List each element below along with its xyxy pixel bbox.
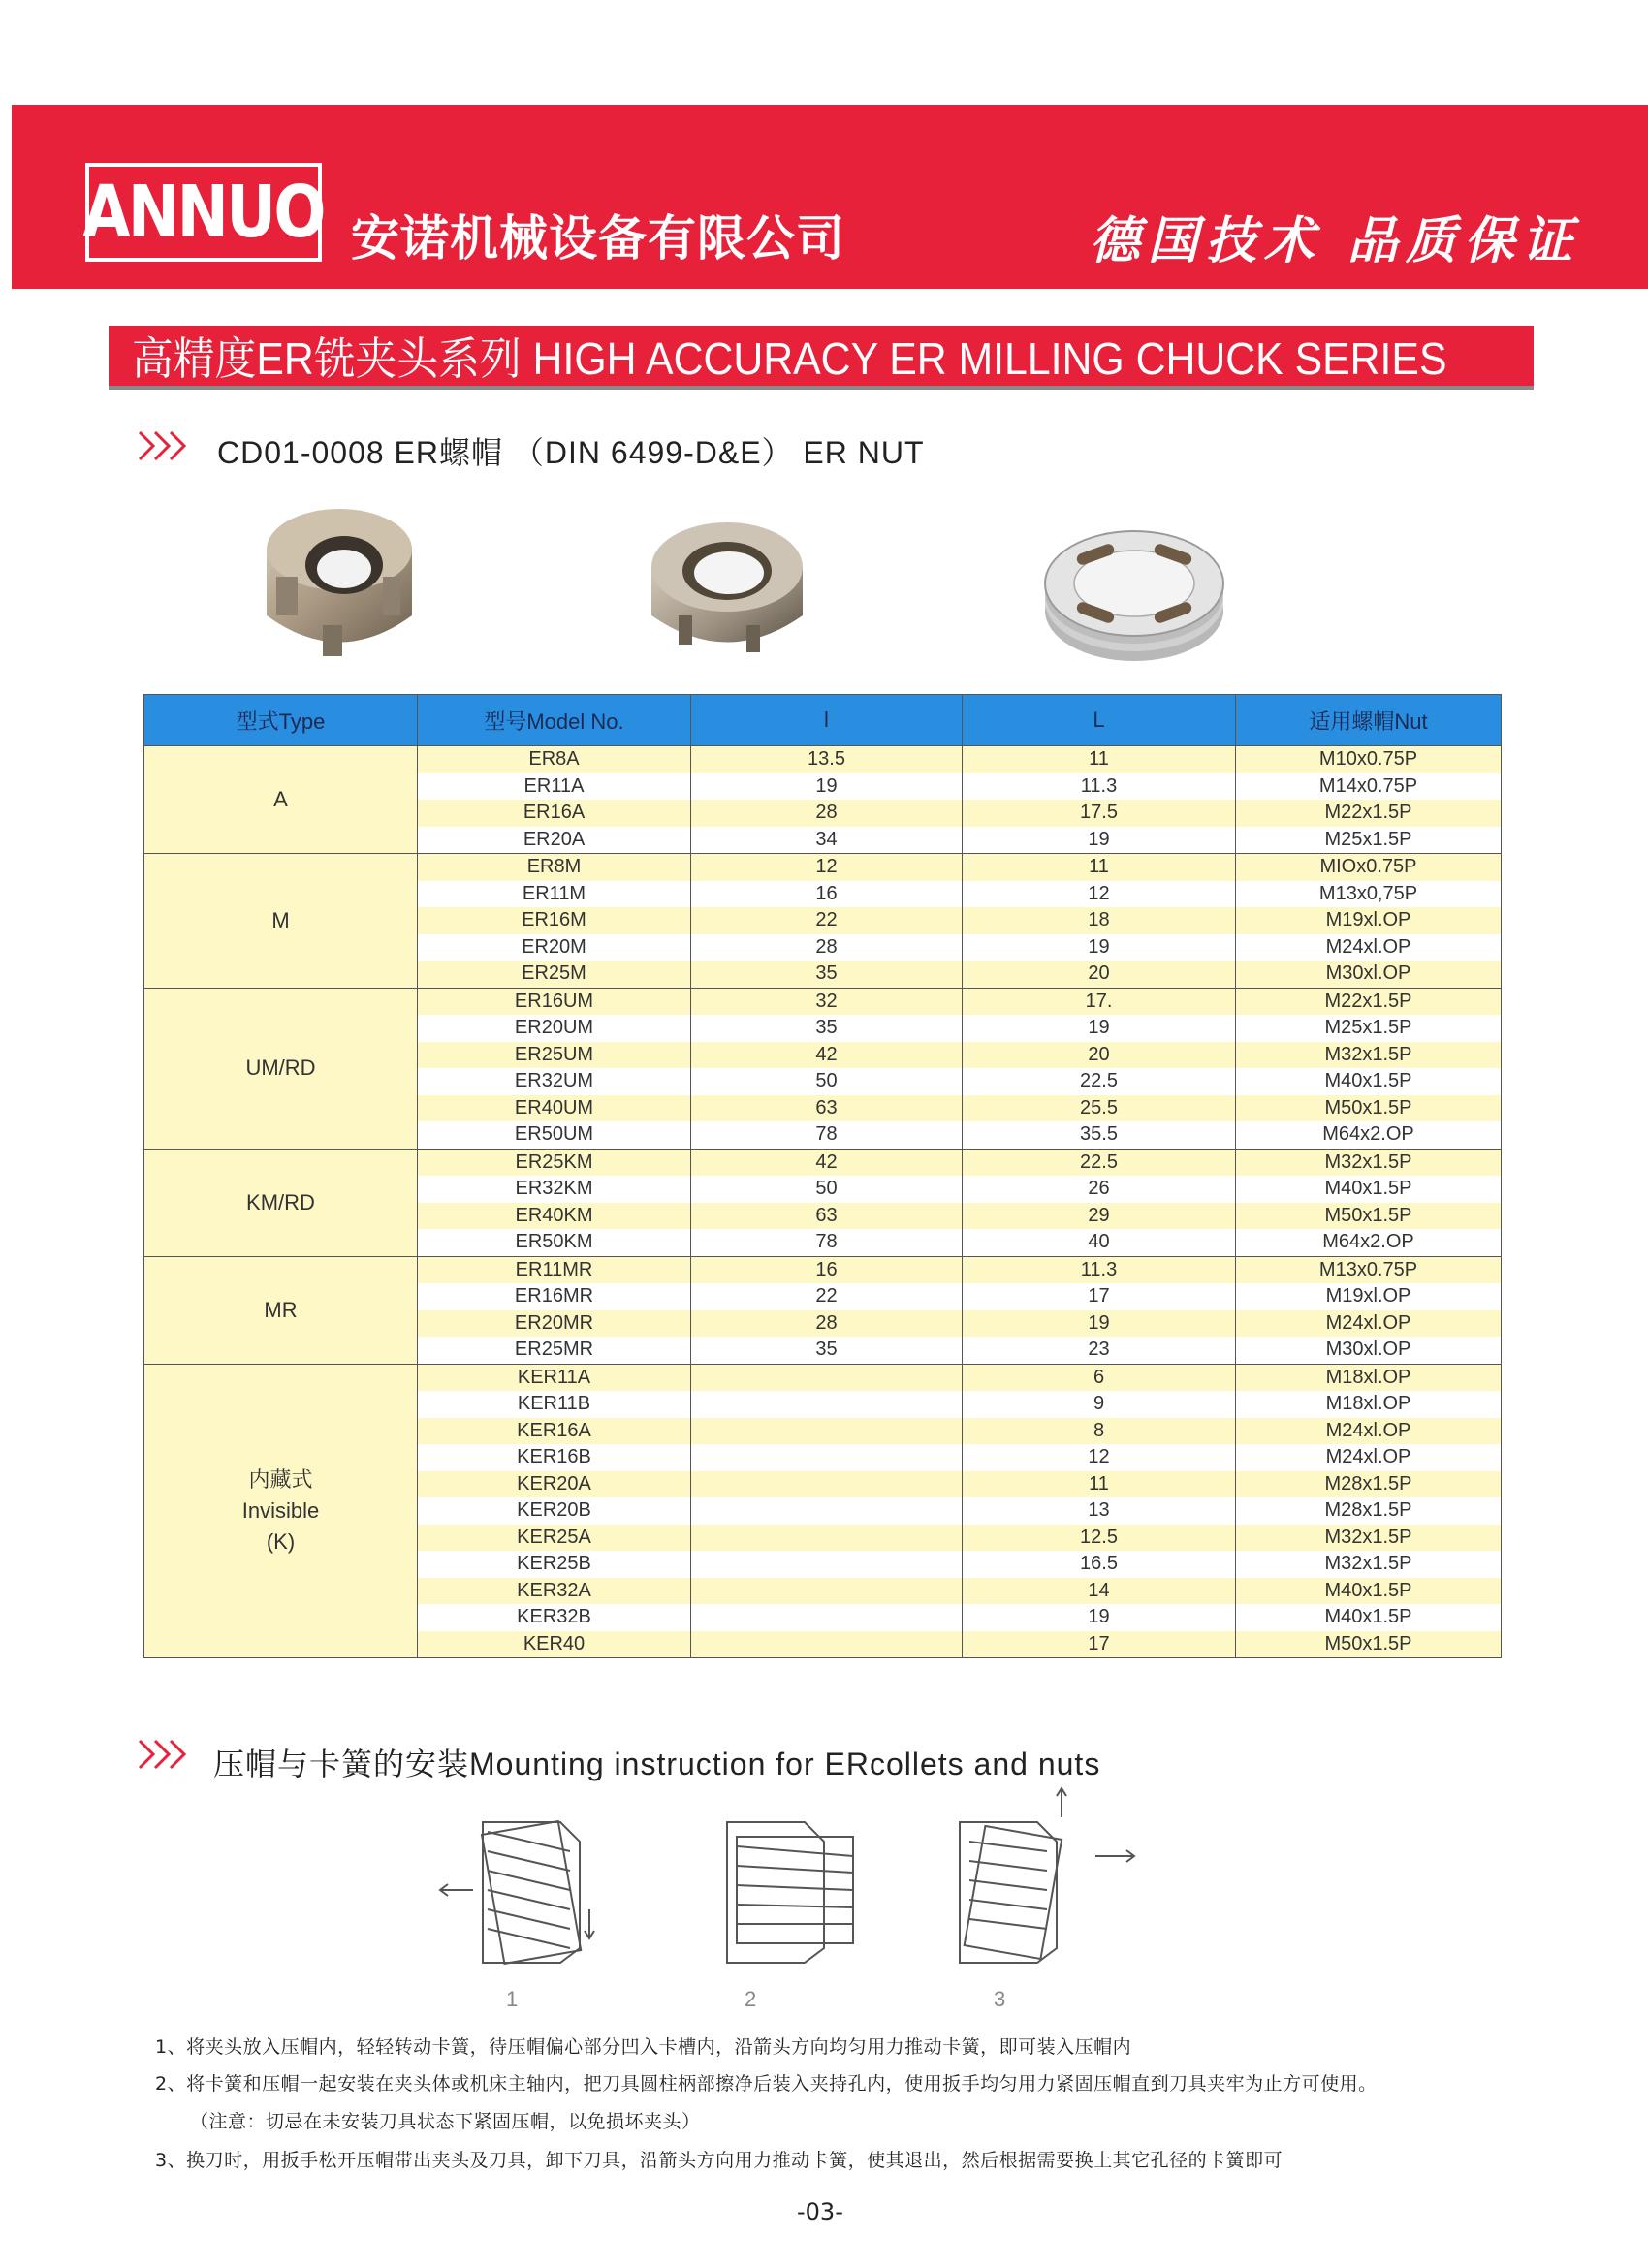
triple-chevron-icon — [136, 1735, 194, 1774]
l-small-cell: 78 — [691, 1121, 963, 1149]
nut-cell: M40x1.5P — [1236, 1578, 1502, 1605]
nut-cell: M10x0.75P — [1236, 746, 1502, 773]
type-cell: UM/RD — [144, 988, 418, 1149]
table-row — [144, 1149, 1502, 1176]
l-large-cell: 16.5 — [963, 1551, 1236, 1578]
nut-cell: M24xl.OP — [1236, 1418, 1502, 1445]
mounting-diagram-1 — [434, 1803, 628, 1977]
model-cell: ER11MR — [418, 1256, 691, 1283]
type-cell: A — [144, 746, 418, 854]
nut-cell: MIOx0.75P — [1236, 854, 1502, 881]
model-cell: ER11A — [418, 773, 691, 801]
l-small-cell — [691, 1497, 963, 1525]
model-cell: ER16UM — [418, 988, 691, 1015]
table-row — [144, 854, 1502, 881]
nut-cell: M40x1.5P — [1236, 1604, 1502, 1631]
er-nut-photo-2 — [640, 499, 814, 674]
l-large-cell: 11 — [963, 1471, 1236, 1498]
table-header-row — [144, 695, 1502, 746]
table-row — [144, 1256, 1502, 1283]
nut-cell: M50x1.5P — [1236, 1203, 1502, 1230]
l-large-cell: 9 — [963, 1391, 1236, 1418]
model-cell: ER40UM — [418, 1095, 691, 1122]
header-l-large: L — [963, 695, 1236, 746]
l-small-cell: 16 — [691, 881, 963, 908]
l-small-cell: 16 — [691, 1256, 963, 1283]
nut-cell: M30xl.OP — [1236, 1337, 1502, 1364]
table-body — [144, 746, 1502, 1658]
nut-cell: M24xl.OP — [1236, 1310, 1502, 1338]
l-large-cell: 19 — [963, 827, 1236, 854]
nut-cell: M19xl.OP — [1236, 907, 1502, 934]
note-1: 1、将夹头放入压帽内，轻轻转动卡簧，待压帽偏心部分凹入卡槽内，沿箭头方向均匀用力推动卡簧，即可装入压帽内 — [155, 2036, 1132, 2058]
nut-cell: M50x1.5P — [1236, 1631, 1502, 1658]
l-small-cell — [691, 1631, 963, 1658]
mounting-diagram-2 — [708, 1803, 882, 1977]
nut-cell: M28x1.5P — [1236, 1471, 1502, 1498]
l-small-cell: 42 — [691, 1042, 963, 1069]
model-cell: ER16A — [418, 800, 691, 827]
l-large-cell: 17 — [963, 1631, 1236, 1658]
model-cell: ER20M — [418, 934, 691, 961]
table-row — [144, 1364, 1502, 1391]
l-small-cell — [691, 1444, 963, 1471]
slogan: 德国技术 品质保证 — [1089, 211, 1580, 270]
nut-cell: M13x0.75P — [1236, 1256, 1502, 1283]
er-nut-photo-1 — [247, 489, 431, 674]
product-title: CD01-0008 ER螺帽 （DIN 6499-D&E） ER NUT — [217, 435, 925, 470]
model-cell: KER25A — [418, 1525, 691, 1552]
model-cell: KER16A — [418, 1418, 691, 1445]
l-small-cell — [691, 1578, 963, 1605]
l-small-cell — [691, 1418, 963, 1445]
type-cell: 内藏式 Invisible (K) — [144, 1364, 418, 1658]
mounting-title: 压帽与卡簧的安装Mounting instruction for ERcollets and nuts — [213, 1747, 1101, 1781]
nut-cell: M40x1.5P — [1236, 1176, 1502, 1203]
l-small-cell: 13.5 — [691, 746, 963, 773]
model-cell: ER20UM — [418, 1015, 691, 1042]
model-cell: ER50KM — [418, 1229, 691, 1256]
model-cell: ER25KM — [418, 1149, 691, 1176]
l-large-cell: 20 — [963, 961, 1236, 988]
model-cell: KER20B — [418, 1497, 691, 1525]
nut-cell: M32x1.5P — [1236, 1525, 1502, 1552]
l-large-cell: 13 — [963, 1497, 1236, 1525]
type-cell: MR — [144, 1256, 418, 1364]
l-small-cell: 35 — [691, 1015, 963, 1042]
model-cell: KER40 — [418, 1631, 691, 1658]
model-cell: ER32KM — [418, 1176, 691, 1203]
table-row — [144, 746, 1502, 773]
model-cell: ER8M — [418, 854, 691, 881]
model-cell: ER16M — [418, 907, 691, 934]
l-small-cell: 78 — [691, 1229, 963, 1256]
l-small-cell: 22 — [691, 1283, 963, 1310]
l-small-cell: 34 — [691, 827, 963, 854]
nut-cell: M13x0,75P — [1236, 881, 1502, 908]
nut-cell: M22x1.5P — [1236, 800, 1502, 827]
l-small-cell: 12 — [691, 854, 963, 881]
series-title-bar — [109, 326, 1534, 390]
table-row — [144, 988, 1502, 1015]
l-large-cell: 22.5 — [963, 1068, 1236, 1095]
l-small-cell — [691, 1391, 963, 1418]
model-cell: ER20MR — [418, 1310, 691, 1338]
model-cell: KER11B — [418, 1391, 691, 1418]
model-cell: ER8A — [418, 746, 691, 773]
nut-cell: M64x2.OP — [1236, 1121, 1502, 1149]
l-small-cell: 28 — [691, 934, 963, 961]
l-large-cell: 18 — [963, 907, 1236, 934]
model-cell: ER25MR — [418, 1337, 691, 1364]
nut-cell: M50x1.5P — [1236, 1095, 1502, 1122]
l-large-cell: 20 — [963, 1042, 1236, 1069]
note-caution: （注意：切忌在未安装刀具状态下紧固压帽，以免损坏夹头） — [190, 2111, 701, 2132]
l-small-cell: 22 — [691, 907, 963, 934]
model-cell: ER16MR — [418, 1283, 691, 1310]
page-number: -03- — [797, 2198, 843, 2225]
l-small-cell: 28 — [691, 800, 963, 827]
er-nut-photo-3 — [1037, 504, 1231, 669]
l-large-cell: 19 — [963, 1310, 1236, 1338]
nut-cell: M19xl.OP — [1236, 1283, 1502, 1310]
l-large-cell: 40 — [963, 1229, 1236, 1256]
model-cell: ER40KM — [418, 1203, 691, 1230]
l-small-cell: 50 — [691, 1068, 963, 1095]
l-small-cell: 19 — [691, 773, 963, 801]
nut-cell: M32x1.5P — [1236, 1149, 1502, 1176]
model-cell: KER32B — [418, 1604, 691, 1631]
l-large-cell: 25.5 — [963, 1095, 1236, 1122]
l-small-cell — [691, 1525, 963, 1552]
l-large-cell: 29 — [963, 1203, 1236, 1230]
l-large-cell: 22.5 — [963, 1149, 1236, 1176]
type-cell: M — [144, 854, 418, 989]
l-large-cell: 6 — [963, 1364, 1236, 1391]
l-small-cell — [691, 1471, 963, 1498]
l-small-cell — [691, 1604, 963, 1631]
nut-cell: M30xl.OP — [1236, 961, 1502, 988]
model-cell: KER25B — [418, 1551, 691, 1578]
type-cell: KM/RD — [144, 1149, 418, 1256]
l-large-cell: 11 — [963, 746, 1236, 773]
note-2: 2、将卡簧和压帽一起安装在夹头体或机床主轴内，把刀具圆柱柄部擦净后装入夹持孔内，使用扳手均匀用力紧固压帽直到刀具夹牢为止方可使用。 — [155, 2073, 1378, 2095]
nut-cell: M24xl.OP — [1236, 934, 1502, 961]
nut-cell: M14x0.75P — [1236, 773, 1502, 801]
series-title: 高精度ER铣夹头系列 HIGH ACCURACY ER MILLING CHUCK SERIES — [132, 333, 1447, 384]
nut-cell: M32x1.5P — [1236, 1551, 1502, 1578]
note-3: 3、换刀时，用扳手松开压帽带出夹头及刀具，卸下刀具，沿箭头方向用力推动卡簧，使其退出，然后根据需要换上其它孔径的卡簧即可 — [155, 2150, 1284, 2171]
l-small-cell: 32 — [691, 988, 963, 1015]
company-name: 安诺机械设备有限公司 — [351, 210, 845, 267]
nut-cell: M40x1.5P — [1236, 1068, 1502, 1095]
l-large-cell: 14 — [963, 1578, 1236, 1605]
header-model: 型号Model No. — [418, 695, 691, 746]
model-cell: KER16B — [418, 1444, 691, 1471]
nut-cell: M22x1.5P — [1236, 988, 1502, 1015]
model-cell: ER50UM — [418, 1121, 691, 1149]
diagram-label-2: 2 — [745, 1987, 757, 2011]
l-large-cell: 19 — [963, 1604, 1236, 1631]
nut-cell: M28x1.5P — [1236, 1497, 1502, 1525]
model-cell: ER32UM — [418, 1068, 691, 1095]
l-large-cell: 19 — [963, 1015, 1236, 1042]
model-cell: KER11A — [418, 1364, 691, 1391]
model-cell: ER11M — [418, 881, 691, 908]
header-type: 型式Type — [144, 695, 418, 746]
l-large-cell: 11.3 — [963, 1256, 1236, 1283]
header-nut: 适用螺帽Nut — [1236, 695, 1502, 746]
nut-cell: M24xl.OP — [1236, 1444, 1502, 1471]
l-small-cell — [691, 1551, 963, 1578]
l-small-cell: 28 — [691, 1310, 963, 1338]
triple-chevron-icon — [136, 426, 194, 465]
logo-text: ANNUO — [82, 171, 325, 254]
l-small-cell: 35 — [691, 1337, 963, 1364]
l-small-cell: 50 — [691, 1176, 963, 1203]
diagram-label-1: 1 — [506, 1987, 519, 2011]
nut-cell: M32x1.5P — [1236, 1042, 1502, 1069]
model-cell: KER20A — [418, 1471, 691, 1498]
l-large-cell: 12.5 — [963, 1525, 1236, 1552]
header-l-small: l — [691, 695, 963, 746]
model-cell: ER25UM — [418, 1042, 691, 1069]
model-cell: ER20A — [418, 827, 691, 854]
l-large-cell: 26 — [963, 1176, 1236, 1203]
model-cell: KER32A — [418, 1578, 691, 1605]
nut-cell: M64x2.OP — [1236, 1229, 1502, 1256]
l-large-cell: 11.3 — [963, 773, 1236, 801]
l-small-cell: 35 — [691, 961, 963, 988]
er-nut-spec-table — [143, 694, 1502, 1658]
l-large-cell: 17. — [963, 988, 1236, 1015]
l-large-cell: 8 — [963, 1418, 1236, 1445]
l-large-cell: 17 — [963, 1283, 1236, 1310]
mounting-diagram-3 — [950, 1783, 1154, 1977]
nut-cell: M25x1.5P — [1236, 827, 1502, 854]
l-large-cell: 12 — [963, 1444, 1236, 1471]
l-large-cell: 11 — [963, 854, 1236, 881]
l-large-cell: 17.5 — [963, 800, 1236, 827]
l-large-cell: 12 — [963, 881, 1236, 908]
l-small-cell — [691, 1364, 963, 1391]
diagram-label-3: 3 — [994, 1987, 1006, 2011]
l-small-cell: 42 — [691, 1149, 963, 1176]
l-small-cell: 63 — [691, 1095, 963, 1122]
l-large-cell: 35.5 — [963, 1121, 1236, 1149]
nut-cell: M18xl.OP — [1236, 1391, 1502, 1418]
logo — [82, 163, 325, 262]
nut-cell: M25x1.5P — [1236, 1015, 1502, 1042]
l-large-cell: 19 — [963, 934, 1236, 961]
l-large-cell: 23 — [963, 1337, 1236, 1364]
nut-cell: M18xl.OP — [1236, 1364, 1502, 1391]
l-small-cell: 63 — [691, 1203, 963, 1230]
model-cell: ER25M — [418, 961, 691, 988]
